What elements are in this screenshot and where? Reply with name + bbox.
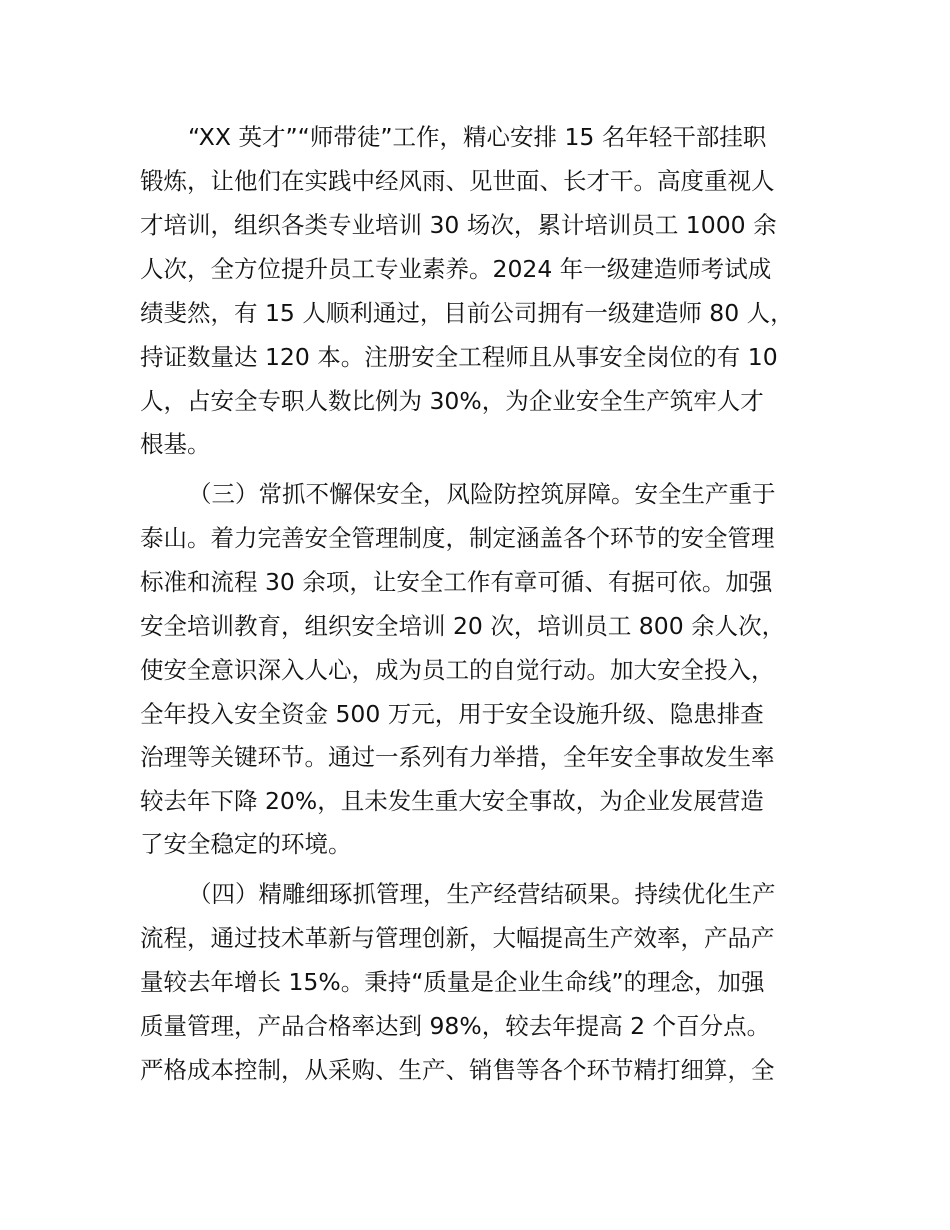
text-line: 量较去年增长 15%。秉持“质量是企业生命线”的理念，加强 — [140, 968, 765, 996]
text-line: 绩斐然，有 15 人顺利通过，目前公司拥有一级建造师 80 人， — [140, 299, 794, 327]
text-line: 了安全稳定的环境。 — [140, 830, 352, 858]
text-line: 严格成本控制，从采购、生产、销售等各个环节精打细算，全 — [140, 1056, 775, 1084]
text-line: 标准和流程 30 余项，让安全工作有章可循、有据可依。加强 — [140, 568, 773, 596]
text-line: 流程，通过技术革新与管理创新，大幅提高生产效率，产品产 — [140, 924, 775, 952]
text-line: 人，占安全专职人数比例为 30%，为企业安全生产筑牢人才 — [140, 387, 764, 415]
text-line: 安全培训教育，组织安全培训 20 次，培训员工 800 余人次， — [140, 612, 786, 640]
text-line: “XX 英才”“师带徒”工作，精心安排 15 名年轻干部挂职 — [188, 123, 767, 151]
section-heading-line: （三）常抓不懈保安全，风险防控筑屏障。安全生产重于 — [188, 480, 776, 508]
text-line: 才培训，组织各类专业培训 30 场次，累计培训员工 1000 余 — [140, 211, 777, 239]
text-line: 根基。 — [140, 430, 211, 458]
text-line: 泰山。着力完善安全管理制度，制定涵盖各个环节的安全管理 — [140, 524, 775, 552]
text-line: 持证数量达 120 本。注册安全工程师且从事安全岗位的有 10 — [140, 343, 778, 371]
text-line: 人次，全方位提升员工专业素养。2024 年一级建造师考试成 — [140, 255, 772, 283]
text-line: 全年投入安全资金 500 万元，用于安全设施升级、隐患排查 — [140, 700, 764, 728]
text-line: 较去年下降 20%，且未发生重大安全事故，为企业发展营造 — [140, 787, 764, 815]
text-line: 锻炼，让他们在实践中经风雨、见世面、长才干。高度重视人 — [140, 167, 775, 195]
text-line: 使安全意识深入人心，成为员工的自觉行动。加大安全投入， — [140, 656, 775, 684]
text-line: 质量管理，产品合格率达到 98%，较去年提高 2 个百分点。 — [140, 1012, 771, 1040]
section-heading-line: （四）精雕细琢抓管理，生产经营结硕果。持续优化生产 — [188, 880, 776, 908]
text-line: 治理等关键环节。通过一系列有力举措，全年安全事故发生率 — [140, 743, 775, 771]
